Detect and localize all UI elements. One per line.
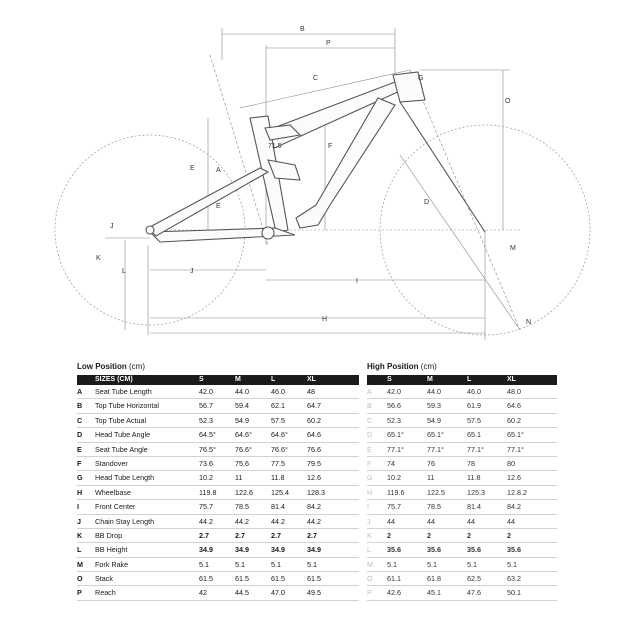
row-value: 2.7 bbox=[199, 530, 209, 540]
row-value: 10.2 bbox=[199, 473, 213, 483]
table-row bbox=[367, 399, 557, 413]
row-letter: I bbox=[77, 502, 79, 512]
row-value: 44 bbox=[467, 516, 475, 526]
row-letter: I bbox=[367, 502, 369, 512]
row-value: 63.2 bbox=[507, 574, 521, 584]
row-value: 2.7 bbox=[307, 530, 317, 540]
table-row bbox=[367, 543, 557, 557]
row-name: Seat Tube Length bbox=[95, 387, 152, 396]
row-name: Chain Stay Length bbox=[95, 516, 155, 526]
row-value: 64.7 bbox=[307, 401, 321, 411]
row-value: 78.5 bbox=[427, 502, 441, 512]
row-value: 60.2 bbox=[507, 415, 521, 425]
row-value: 42.0 bbox=[387, 387, 401, 396]
row-name: Head Tube Length bbox=[95, 473, 155, 483]
label-i: I bbox=[356, 278, 358, 285]
table-row bbox=[77, 586, 359, 600]
label-j-small: J bbox=[110, 223, 114, 230]
row-value: 35.6 bbox=[467, 545, 481, 555]
row-value: 81.4 bbox=[271, 502, 285, 512]
label-g: G bbox=[418, 75, 424, 82]
row-value: 77.1° bbox=[387, 444, 404, 454]
row-value: 128.3 bbox=[307, 487, 325, 497]
row-value: 122.6 bbox=[235, 487, 253, 497]
row-value: 49.5 bbox=[307, 588, 321, 598]
table-row bbox=[77, 414, 359, 428]
row-value: 35.6 bbox=[387, 545, 401, 555]
row-value: 5.1 bbox=[235, 559, 245, 569]
row-letter: H bbox=[77, 487, 83, 497]
row-letter: E bbox=[77, 444, 82, 454]
row-letter: C bbox=[367, 415, 373, 425]
row-letter: F bbox=[77, 458, 82, 468]
row-letter: B bbox=[77, 401, 83, 411]
table-row bbox=[367, 500, 557, 514]
row-value: 12.8.2 bbox=[507, 487, 527, 497]
label-h: H bbox=[322, 316, 328, 323]
table-row bbox=[367, 586, 557, 600]
row-value: 11.8 bbox=[271, 473, 285, 483]
label-e: E bbox=[216, 203, 221, 210]
dimension-labels bbox=[96, 26, 531, 326]
row-value: 44.2 bbox=[235, 516, 249, 526]
row-value: 65.1° bbox=[387, 430, 404, 440]
row-name: Reach bbox=[95, 588, 116, 598]
row-letter: F bbox=[367, 458, 372, 468]
row-value: 11 bbox=[427, 473, 435, 483]
row-value: 75.7 bbox=[199, 502, 213, 512]
row-name: Top Tube Actual bbox=[95, 415, 147, 425]
row-letter: A bbox=[367, 387, 372, 396]
row-value: 119.6 bbox=[387, 487, 405, 497]
label-n: N bbox=[526, 319, 532, 326]
row-value: 76.6° bbox=[271, 444, 288, 454]
row-letter: G bbox=[367, 473, 373, 483]
table-row bbox=[367, 457, 557, 471]
label-m: M bbox=[510, 245, 516, 252]
row-letter: A bbox=[77, 387, 83, 396]
table-row bbox=[367, 572, 557, 586]
row-value: 5.1 bbox=[387, 559, 397, 569]
table-row bbox=[367, 385, 557, 399]
row-value: 45.1 bbox=[427, 588, 441, 598]
row-value: 48.0 bbox=[507, 387, 521, 396]
row-letter: M bbox=[77, 559, 83, 569]
table-row bbox=[77, 515, 359, 529]
row-value: 61.5 bbox=[199, 574, 213, 584]
row-name: Wheelbase bbox=[95, 487, 131, 497]
row-value: 34.9 bbox=[307, 545, 321, 555]
row-value: 56.7 bbox=[199, 401, 213, 411]
row-value: 62.5 bbox=[467, 574, 481, 584]
table-row bbox=[367, 558, 557, 572]
table-row bbox=[77, 558, 359, 572]
row-value: 76.6 bbox=[307, 444, 321, 454]
label-l: L bbox=[122, 268, 126, 275]
row-value: 59.4 bbox=[235, 401, 249, 411]
row-name: Fork Rake bbox=[95, 559, 129, 569]
row-value: 122.5 bbox=[427, 487, 445, 497]
row-value: 5.1 bbox=[467, 559, 477, 569]
table-row bbox=[77, 385, 359, 399]
row-letter: G bbox=[77, 473, 83, 483]
row-value: 11.8 bbox=[467, 473, 481, 483]
row-value: 64.6° bbox=[271, 430, 288, 440]
row-value: 44.2 bbox=[199, 516, 213, 526]
row-value: 44 bbox=[387, 516, 395, 526]
label-f: F bbox=[328, 143, 333, 150]
row-letter: L bbox=[367, 545, 371, 555]
row-value: 50.1 bbox=[507, 588, 521, 598]
row-value: 75.7 bbox=[387, 502, 401, 512]
row-name: Head Tube Angle bbox=[95, 430, 151, 440]
row-name: Top Tube Horizontal bbox=[95, 401, 159, 411]
label-j: J bbox=[190, 268, 194, 275]
row-value: 84.2 bbox=[307, 502, 321, 512]
high-table-header: S M L XL bbox=[367, 375, 557, 385]
high-position-title: High Position (cm) bbox=[367, 362, 437, 371]
row-value: 34.9 bbox=[199, 545, 213, 555]
row-value: 46.0 bbox=[467, 387, 481, 396]
row-value: 125.3 bbox=[467, 487, 485, 497]
row-letter: C bbox=[77, 415, 83, 425]
low-table-header: SIZES (CM) S M L XL bbox=[77, 375, 359, 385]
low-position-title: Low Position (cm) bbox=[77, 362, 146, 371]
table-row bbox=[77, 500, 359, 514]
table-row bbox=[367, 471, 557, 485]
row-value: 12.6 bbox=[507, 473, 521, 483]
row-value: 61.9 bbox=[467, 401, 481, 411]
row-value: 77.1° bbox=[507, 444, 524, 454]
row-value: 64.6 bbox=[307, 430, 321, 440]
row-letter: B bbox=[367, 401, 372, 411]
table-row bbox=[77, 443, 359, 457]
label-d: D bbox=[424, 199, 430, 206]
row-value: 61.5 bbox=[307, 574, 321, 584]
row-value: 35.6 bbox=[427, 545, 441, 555]
row-value: 2 bbox=[467, 530, 471, 540]
row-value: 80 bbox=[507, 458, 515, 468]
row-letter: J bbox=[77, 516, 81, 526]
row-value: 57.5 bbox=[467, 415, 481, 425]
row-value: 47.0 bbox=[271, 588, 285, 598]
row-value: 42.6 bbox=[387, 588, 401, 598]
row-value: 81.4 bbox=[467, 502, 481, 512]
row-value: 76 bbox=[427, 458, 435, 468]
row-name: BB Drop bbox=[95, 530, 123, 540]
row-letter: H bbox=[367, 487, 373, 497]
row-value: 57.5 bbox=[271, 415, 285, 425]
fork bbox=[400, 102, 485, 232]
row-letter: M bbox=[367, 559, 373, 569]
row-value: 75.6 bbox=[235, 458, 249, 468]
row-value: 79.5 bbox=[307, 458, 321, 468]
row-value: 5.1 bbox=[427, 559, 437, 569]
row-name: BB Height bbox=[95, 545, 128, 555]
row-value: 65.1 bbox=[467, 430, 481, 440]
label-seat-angle: 71.5 bbox=[268, 143, 282, 150]
row-value: 44.0 bbox=[235, 387, 249, 396]
row-value: 76.5° bbox=[199, 444, 216, 454]
row-value: 44.2 bbox=[307, 516, 321, 526]
row-letter: P bbox=[77, 588, 82, 598]
row-value: 119.8 bbox=[199, 487, 217, 497]
row-letter: P bbox=[367, 588, 372, 598]
bike-frame bbox=[146, 72, 425, 242]
row-value: 2 bbox=[427, 530, 431, 540]
table-row bbox=[367, 443, 557, 457]
row-value: 52.3 bbox=[199, 415, 213, 425]
low-table-body bbox=[77, 385, 359, 601]
table-row bbox=[77, 572, 359, 586]
row-value: 52.3 bbox=[387, 415, 401, 425]
label-k: K bbox=[96, 255, 101, 262]
row-name: Standover bbox=[95, 458, 128, 468]
row-value: 61.5 bbox=[271, 574, 285, 584]
table-row bbox=[77, 471, 359, 485]
row-value: 64.6° bbox=[235, 430, 252, 440]
row-value: 46.0 bbox=[271, 387, 285, 396]
row-letter: D bbox=[367, 430, 373, 440]
row-value: 10.2 bbox=[387, 473, 401, 483]
table-row bbox=[367, 515, 557, 529]
row-name: Seat Tube Angle bbox=[95, 444, 148, 454]
row-value: 64.5° bbox=[199, 430, 216, 440]
label-o: O bbox=[505, 98, 511, 105]
row-value: 73.6 bbox=[199, 458, 213, 468]
row-value: 44.2 bbox=[271, 516, 285, 526]
table-row bbox=[77, 486, 359, 500]
row-letter: J bbox=[367, 516, 371, 526]
row-value: 2.7 bbox=[235, 530, 245, 540]
row-value: 2 bbox=[387, 530, 391, 540]
row-value: 34.9 bbox=[235, 545, 249, 555]
row-value: 84.2 bbox=[507, 502, 521, 512]
label-b: B bbox=[300, 26, 305, 33]
row-letter: O bbox=[367, 574, 373, 584]
table-row bbox=[367, 529, 557, 543]
row-value: 44.5 bbox=[235, 588, 249, 598]
row-letter: O bbox=[77, 574, 83, 584]
row-value: 34.9 bbox=[271, 545, 285, 555]
row-value: 60.2 bbox=[307, 415, 321, 425]
table-row bbox=[367, 414, 557, 428]
low-position-table bbox=[77, 361, 359, 601]
row-value: 2 bbox=[507, 530, 511, 540]
row-value: 54.9 bbox=[427, 415, 441, 425]
row-value: 47.6 bbox=[467, 588, 481, 598]
table-row bbox=[77, 457, 359, 471]
row-name: Stack bbox=[95, 574, 113, 584]
label-p: P bbox=[326, 40, 331, 47]
row-value: 78.5 bbox=[235, 502, 249, 512]
label-a: A bbox=[216, 167, 221, 174]
row-letter: L bbox=[77, 545, 82, 555]
table-row bbox=[367, 428, 557, 442]
row-value: 48 bbox=[307, 387, 315, 396]
row-letter: D bbox=[77, 430, 83, 440]
row-value: 61.5 bbox=[235, 574, 249, 584]
row-value: 77.1° bbox=[467, 444, 484, 454]
high-table-body bbox=[367, 385, 557, 601]
row-letter: K bbox=[77, 530, 83, 540]
row-value: 42 bbox=[199, 588, 207, 598]
row-value: 54.9 bbox=[235, 415, 249, 425]
row-value: 5.1 bbox=[507, 559, 517, 569]
row-value: 42.0 bbox=[199, 387, 213, 396]
row-value: 5.1 bbox=[307, 559, 317, 569]
row-value: 64.6 bbox=[507, 401, 521, 411]
row-value: 62.1 bbox=[271, 401, 285, 411]
label-c: C bbox=[313, 75, 319, 82]
row-value: 78 bbox=[467, 458, 475, 468]
row-value: 76.6° bbox=[235, 444, 252, 454]
row-value: 65.1° bbox=[427, 430, 444, 440]
label-e-top: E bbox=[190, 165, 195, 172]
table-row bbox=[77, 399, 359, 413]
row-value: 125.4 bbox=[271, 487, 289, 497]
row-value: 5.1 bbox=[271, 559, 281, 569]
row-value: 74 bbox=[387, 458, 395, 468]
table-row bbox=[77, 543, 359, 557]
row-value: 12.6 bbox=[307, 473, 321, 483]
high-position-table bbox=[367, 361, 557, 601]
row-value: 44.0 bbox=[427, 387, 441, 396]
row-value: 44 bbox=[507, 516, 515, 526]
row-value: 65.1° bbox=[507, 430, 524, 440]
row-value: 56.6 bbox=[387, 401, 401, 411]
row-value: 35.6 bbox=[507, 545, 521, 555]
row-letter: E bbox=[367, 444, 372, 454]
row-value: 11 bbox=[235, 473, 243, 483]
row-value: 61.8 bbox=[427, 574, 441, 584]
row-value: 61.1 bbox=[387, 574, 401, 584]
row-value: 44 bbox=[427, 516, 435, 526]
table-row bbox=[367, 486, 557, 500]
row-value: 77.5 bbox=[271, 458, 285, 468]
row-value: 2.7 bbox=[271, 530, 281, 540]
table-row bbox=[77, 529, 359, 543]
row-name: Front Center bbox=[95, 502, 136, 512]
row-letter: K bbox=[367, 530, 372, 540]
row-value: 59.3 bbox=[427, 401, 441, 411]
row-value: 77.1° bbox=[427, 444, 444, 454]
table-row bbox=[77, 428, 359, 442]
row-value: 5.1 bbox=[199, 559, 209, 569]
